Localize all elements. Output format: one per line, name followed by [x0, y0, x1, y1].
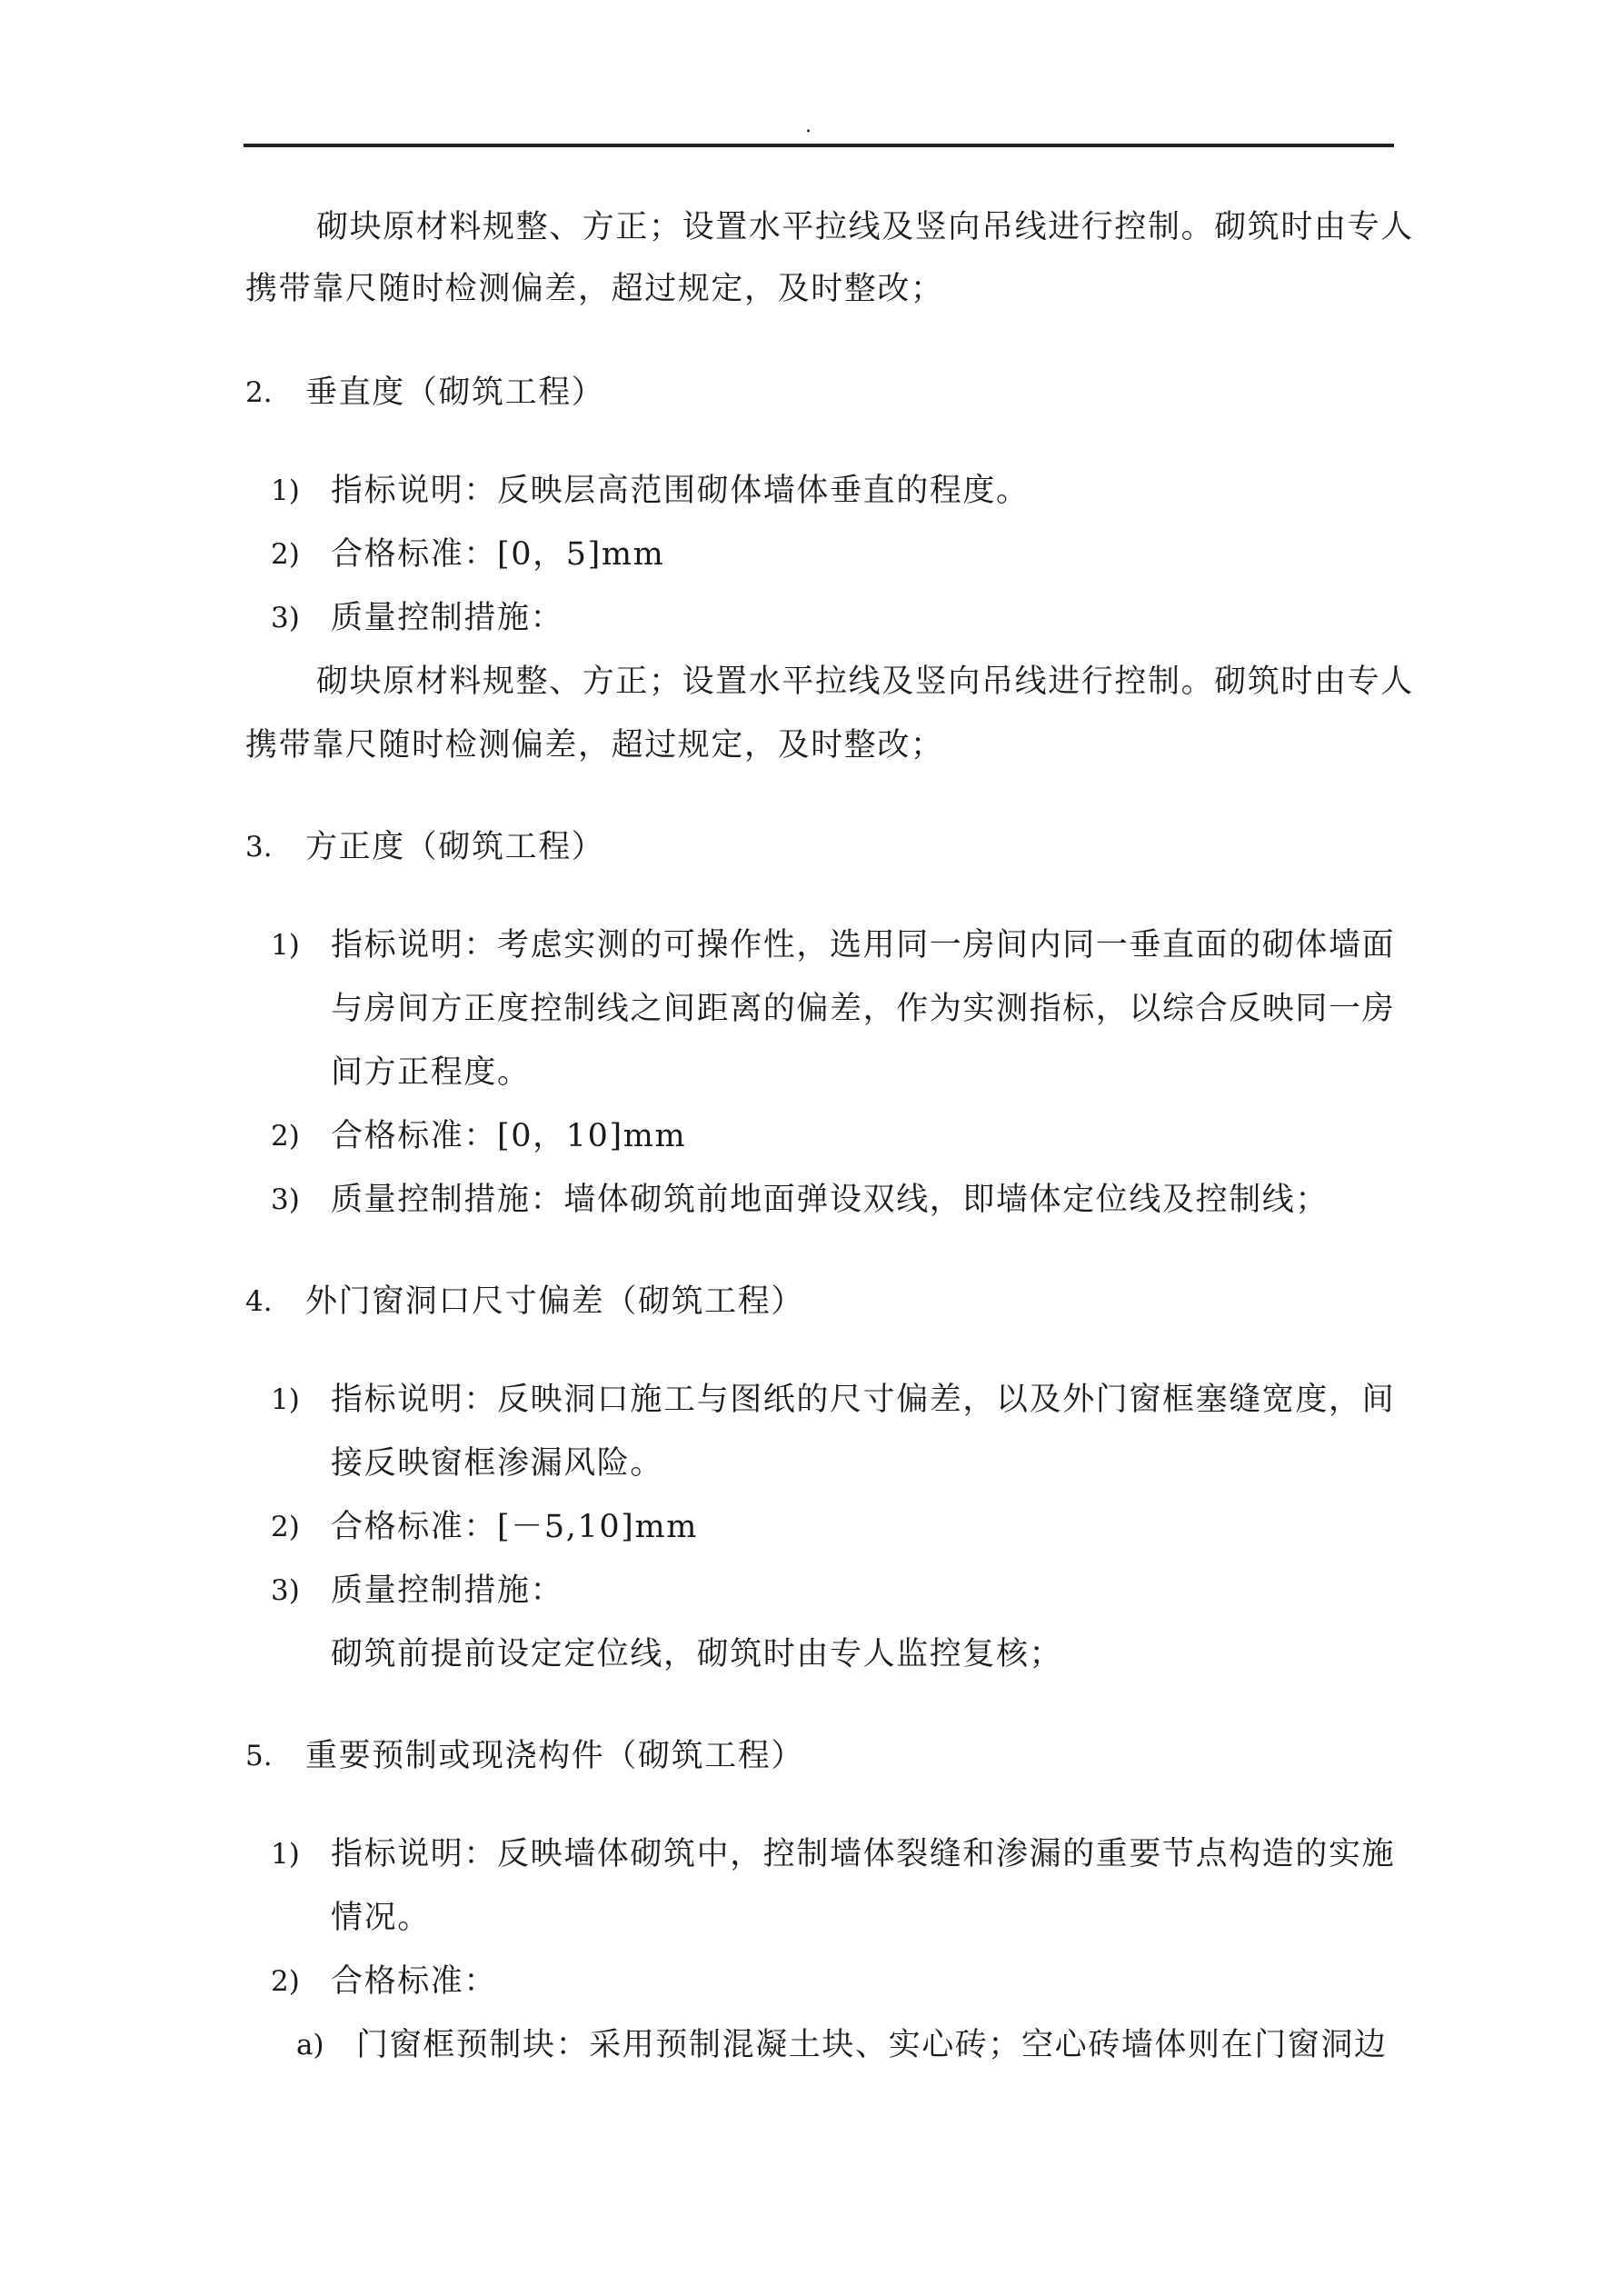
- item-line: 指标说明：反映层高范围砌体墙体垂直的程度。: [331, 473, 1030, 509]
- item-line: 指标说明：考虑实测的可操作性，选用同一房间内同一垂直面的砌体墙面: [331, 927, 1396, 963]
- item-line: 指标说明：反映墙体砌筑中，控制墙体裂缝和渗漏的重要节点构造的实施: [331, 1836, 1396, 1872]
- header-mark: .: [805, 115, 812, 137]
- item-line: 合格标准：: [331, 1963, 498, 2000]
- subitem-letter: a): [296, 2029, 324, 2061]
- item-number: 3): [271, 602, 300, 634]
- item-line: 合格标准：[0，10]mm: [331, 1118, 687, 1154]
- heading-number: 3.: [245, 831, 273, 863]
- item-line: 指标说明：反映洞口施工与图纸的尺寸偏差，以及外门窗框塞缝宽度，间: [331, 1382, 1396, 1418]
- item-line: 质量控制措施：: [331, 1572, 564, 1609]
- paragraph-line: 砌块原材料规整、方正；设置水平拉线及竖向吊线进行控制。砌筑时由专人: [316, 209, 1414, 245]
- item-line: 接反映窗框渗漏风险。: [331, 1445, 664, 1482]
- item-line: 合格标准：[0，5]mm: [331, 536, 665, 573]
- header-rule: [244, 144, 1394, 147]
- item-line: 间方正程度。: [331, 1054, 531, 1091]
- item-number: 1): [271, 1838, 300, 1871]
- item-line: 质量控制措施：墙体砌筑前地面弹设双线，即墙体定位线及控制线；: [331, 1182, 1329, 1218]
- item-number: 1): [271, 1383, 300, 1416]
- heading-number: 5.: [245, 1740, 273, 1772]
- heading-text: 方正度（砌筑工程）: [305, 829, 605, 865]
- item-number: 3): [271, 1183, 300, 1216]
- item-number: 2): [271, 1120, 300, 1153]
- item-number: 3): [271, 1574, 300, 1607]
- item-line: 质量控制措施：: [331, 600, 564, 636]
- item-line: 合格标准：[－5,10]mm: [331, 1509, 699, 1545]
- item-number: 1): [271, 474, 300, 507]
- item-number: 2): [271, 1511, 300, 1543]
- item-number: 2): [271, 1965, 300, 1998]
- item-line: 情况。: [331, 1900, 431, 1936]
- paragraph-line: 砌块原材料规整、方正；设置水平拉线及竖向吊线进行控制。砌筑时由专人: [316, 664, 1414, 700]
- paragraph-line: 携带靠尺随时检测偏差，超过规定，及时整改；: [245, 271, 944, 307]
- paragraph-line: 携带靠尺随时检测偏差，超过规定，及时整改；: [245, 727, 944, 764]
- item-line: 与房间方正度控制线之间距离的偏差，作为实测指标，以综合反映同一房: [331, 991, 1396, 1027]
- heading-text: 外门窗洞口尺寸偏差（砌筑工程）: [305, 1283, 805, 1320]
- heading-text: 垂直度（砌筑工程）: [305, 374, 605, 411]
- subitem-line: 门窗框预制块：采用预制混凝土块、实心砖；空心砖墙体则在门窗洞边: [356, 2027, 1388, 2063]
- heading-text: 重要预制或现浇构件（砌筑工程）: [305, 1738, 805, 1774]
- item-number: 2): [271, 538, 300, 571]
- heading-number: 2.: [245, 376, 273, 409]
- item-number: 1): [271, 929, 300, 962]
- heading-number: 4.: [245, 1285, 273, 1318]
- item-line: 砌筑前提前设定定位线，砌筑时由专人监控复核；: [331, 1636, 1063, 1672]
